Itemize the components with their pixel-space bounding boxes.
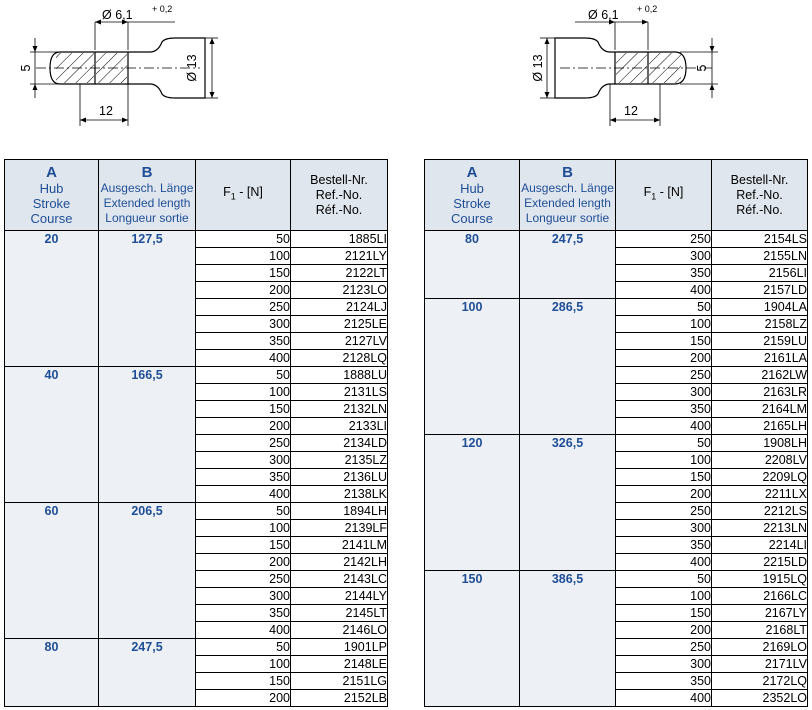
force-cell: 150 bbox=[616, 333, 712, 350]
force-cell: 50 bbox=[616, 299, 712, 316]
order-number-cell: 2139LF bbox=[291, 520, 388, 537]
stroke-cell: 120 bbox=[425, 435, 520, 571]
order-number-cell: 2156LI bbox=[712, 265, 808, 282]
stroke-cell: 60 bbox=[5, 503, 99, 639]
order-number-cell: 2208LV bbox=[712, 452, 808, 469]
force-cell: 100 bbox=[616, 452, 712, 469]
order-number-cell: 2146LO bbox=[291, 622, 388, 639]
order-number-cell: 2131LS bbox=[291, 384, 388, 401]
order-number-cell: 2352LO bbox=[712, 690, 808, 707]
force-cell: 200 bbox=[616, 622, 712, 639]
table-body-left bbox=[5, 231, 388, 707]
force-cell: 400 bbox=[616, 690, 712, 707]
table-row bbox=[5, 639, 388, 656]
extended-length-cell: 166,5 bbox=[99, 367, 196, 503]
order-number-cell: 2127LV bbox=[291, 333, 388, 350]
stroke-cell: 80 bbox=[5, 639, 99, 707]
order-number-cell: 2128LQ bbox=[291, 350, 388, 367]
order-number-cell: 2143LC bbox=[291, 571, 388, 588]
technical-drawings bbox=[0, 0, 812, 140]
table-row bbox=[5, 367, 388, 384]
force-cell: 50 bbox=[616, 435, 712, 452]
header-stroke: A Hub Stroke Course bbox=[5, 160, 99, 231]
right-hole-dia-label: Ø 6,1 bbox=[588, 8, 619, 22]
drawing-right bbox=[531, 4, 718, 126]
force-cell: 150 bbox=[196, 673, 291, 690]
order-number-cell: 2172LQ bbox=[712, 673, 808, 690]
extended-length-cell: 386,5 bbox=[520, 571, 616, 707]
order-number-cell: 2123LO bbox=[291, 282, 388, 299]
force-cell: 250 bbox=[196, 571, 291, 588]
order-number-cell: 2167LY bbox=[712, 605, 808, 622]
order-number-cell: 2163LR bbox=[712, 384, 808, 401]
force-cell: 150 bbox=[616, 605, 712, 622]
force-cell: 400 bbox=[196, 486, 291, 503]
table-header-row bbox=[5, 160, 388, 231]
force-cell: 100 bbox=[196, 384, 291, 401]
order-number-cell: 2168LT bbox=[712, 622, 808, 639]
force-cell: 400 bbox=[616, 554, 712, 571]
force-cell: 100 bbox=[616, 316, 712, 333]
header-force: $F_1 - [N]$ bbox=[196, 160, 291, 231]
table-row bbox=[5, 231, 388, 248]
stroke-cell: 20 bbox=[5, 231, 99, 367]
extended-length-cell: 247,5 bbox=[520, 231, 616, 299]
force-cell: 50 bbox=[196, 503, 291, 520]
force-cell: 250 bbox=[616, 231, 712, 248]
header-stroke: A Hub Stroke Course bbox=[425, 160, 520, 231]
table-body-right bbox=[425, 231, 808, 707]
force-cell: 200 bbox=[196, 282, 291, 299]
force-cell: 100 bbox=[196, 656, 291, 673]
extended-length-cell: 206,5 bbox=[99, 503, 196, 639]
extended-length-cell: 326,5 bbox=[520, 435, 616, 571]
stroke-cell: 80 bbox=[425, 231, 520, 299]
force-cell: 50 bbox=[196, 231, 291, 248]
extended-length-cell: 286,5 bbox=[520, 299, 616, 435]
force-cell: 100 bbox=[196, 520, 291, 537]
force-cell: 250 bbox=[616, 639, 712, 656]
order-number-cell: 2161LA bbox=[712, 350, 808, 367]
order-number-cell: 2151LG bbox=[291, 673, 388, 690]
order-number-cell: 2133LI bbox=[291, 418, 388, 435]
table-row bbox=[425, 299, 808, 316]
header-extended-length: B Ausgesch. Länge Extended length Longueur sortie bbox=[520, 160, 616, 231]
force-cell: 200 bbox=[196, 690, 291, 707]
stroke-cell: 100 bbox=[425, 299, 520, 435]
header-extended-length: B Ausgesch. Länge Extended length Longueur sortie bbox=[99, 160, 196, 231]
order-number-cell: 2164LM bbox=[712, 401, 808, 418]
order-number-cell: 2165LH bbox=[712, 418, 808, 435]
right-tolerance-label: + 0,2 bbox=[637, 4, 658, 14]
order-number-cell: 2215LD bbox=[712, 554, 808, 571]
order-number-cell: 1894LH bbox=[291, 503, 388, 520]
order-number-cell: 2138LK bbox=[291, 486, 388, 503]
force-cell: 250 bbox=[196, 299, 291, 316]
force-cell: 400 bbox=[616, 282, 712, 299]
force-cell: 350 bbox=[196, 333, 291, 350]
force-cell: 400 bbox=[616, 418, 712, 435]
force-cell: 300 bbox=[616, 520, 712, 537]
force-cell: 100 bbox=[616, 588, 712, 605]
order-number-cell: 2209LQ bbox=[712, 469, 808, 486]
left-tolerance-label: + 0,2 bbox=[152, 4, 173, 14]
table-row bbox=[425, 231, 808, 248]
order-number-cell: 2152LB bbox=[291, 690, 388, 707]
force-cell: 100 bbox=[196, 248, 291, 265]
order-number-cell: 2132LN bbox=[291, 401, 388, 418]
order-number-cell: 1915LQ bbox=[712, 571, 808, 588]
order-number-cell: 1888LU bbox=[291, 367, 388, 384]
spec-table-right bbox=[424, 159, 808, 707]
force-cell: 150 bbox=[196, 537, 291, 554]
order-number-cell: 2142LH bbox=[291, 554, 388, 571]
force-cell: 50 bbox=[616, 571, 712, 588]
order-number-cell: 2124LJ bbox=[291, 299, 388, 316]
force-cell: 350 bbox=[196, 469, 291, 486]
force-cell: 300 bbox=[196, 588, 291, 605]
order-number-cell: 2158LZ bbox=[712, 316, 808, 333]
force-cell: 350 bbox=[616, 265, 712, 282]
order-number-cell: 2162LW bbox=[712, 367, 808, 384]
header-force: $F_1 - [N]$ bbox=[616, 160, 712, 231]
force-cell: 250 bbox=[616, 367, 712, 384]
extended-length-cell: 127,5 bbox=[99, 231, 196, 367]
force-cell: 300 bbox=[196, 316, 291, 333]
order-number-cell: 2157LD bbox=[712, 282, 808, 299]
spec-table-left bbox=[4, 159, 388, 707]
order-number-cell: 1908LH bbox=[712, 435, 808, 452]
force-cell: 200 bbox=[196, 418, 291, 435]
order-number-cell: 2125LE bbox=[291, 316, 388, 333]
stroke-cell: 40 bbox=[5, 367, 99, 503]
force-cell: 200 bbox=[196, 554, 291, 571]
left-hole-dia-label: Ø 6,1 bbox=[102, 8, 133, 22]
order-number-cell: 2141LM bbox=[291, 537, 388, 554]
drawing-left bbox=[19, 4, 218, 126]
left-outer-dia-label: Ø 13 bbox=[185, 54, 199, 82]
force-cell: 200 bbox=[616, 350, 712, 367]
force-cell: 250 bbox=[196, 435, 291, 452]
force-cell: 350 bbox=[616, 537, 712, 554]
force-cell: 50 bbox=[196, 367, 291, 384]
force-cell: 350 bbox=[616, 673, 712, 690]
header-order-number: Bestell-Nr. Ref.-No. Réf.-No. bbox=[291, 160, 388, 231]
extended-length-cell: 247,5 bbox=[99, 639, 196, 707]
order-number-cell: 2135LZ bbox=[291, 452, 388, 469]
right-outer-dia-label: Ø 13 bbox=[531, 54, 545, 82]
table-row bbox=[425, 435, 808, 452]
table-row bbox=[425, 571, 808, 588]
force-cell: 50 bbox=[196, 639, 291, 656]
force-cell: 350 bbox=[196, 605, 291, 622]
order-number-cell: 2154LS bbox=[712, 231, 808, 248]
left-height-label: 5 bbox=[19, 64, 33, 72]
force-cell: 350 bbox=[616, 401, 712, 418]
order-number-cell: 2171LV bbox=[712, 656, 808, 673]
table-header-row bbox=[425, 160, 808, 231]
order-number-cell: 2148LE bbox=[291, 656, 388, 673]
force-cell: 150 bbox=[616, 469, 712, 486]
force-cell: 400 bbox=[196, 350, 291, 367]
table-row bbox=[5, 503, 388, 520]
header-order-number: Bestell-Nr. Ref.-No. Réf.-No. bbox=[712, 160, 808, 231]
right-height-label: 5 bbox=[695, 64, 709, 72]
order-number-cell: 2145LT bbox=[291, 605, 388, 622]
order-number-cell: 1904LA bbox=[712, 299, 808, 316]
force-cell: 300 bbox=[616, 656, 712, 673]
order-number-cell: 2166LC bbox=[712, 588, 808, 605]
order-number-cell: 2159LU bbox=[712, 333, 808, 350]
force-cell: 300 bbox=[196, 452, 291, 469]
order-number-cell: 2169LO bbox=[712, 639, 808, 656]
order-number-cell: 2155LN bbox=[712, 248, 808, 265]
order-number-cell: 2136LU bbox=[291, 469, 388, 486]
order-number-cell: 1901LP bbox=[291, 639, 388, 656]
left-length-label: 12 bbox=[99, 104, 113, 118]
stroke-cell: 150 bbox=[425, 571, 520, 707]
force-cell: 400 bbox=[196, 622, 291, 639]
order-number-cell: 2134LD bbox=[291, 435, 388, 452]
force-cell: 250 bbox=[616, 503, 712, 520]
right-length-label: 12 bbox=[624, 104, 638, 118]
order-number-cell: 2211LX bbox=[712, 486, 808, 503]
force-cell: 200 bbox=[616, 486, 712, 503]
force-cell: 150 bbox=[196, 265, 291, 282]
order-number-cell: 2121LY bbox=[291, 248, 388, 265]
force-cell: 150 bbox=[196, 401, 291, 418]
order-number-cell: 1885LI bbox=[291, 231, 388, 248]
order-number-cell: 2213LN bbox=[712, 520, 808, 537]
force-cell: 300 bbox=[616, 248, 712, 265]
order-number-cell: 2122LT bbox=[291, 265, 388, 282]
order-number-cell: 2214LI bbox=[712, 537, 808, 554]
order-number-cell: 2212LS bbox=[712, 503, 808, 520]
force-cell: 300 bbox=[616, 384, 712, 401]
order-number-cell: 2144LY bbox=[291, 588, 388, 605]
